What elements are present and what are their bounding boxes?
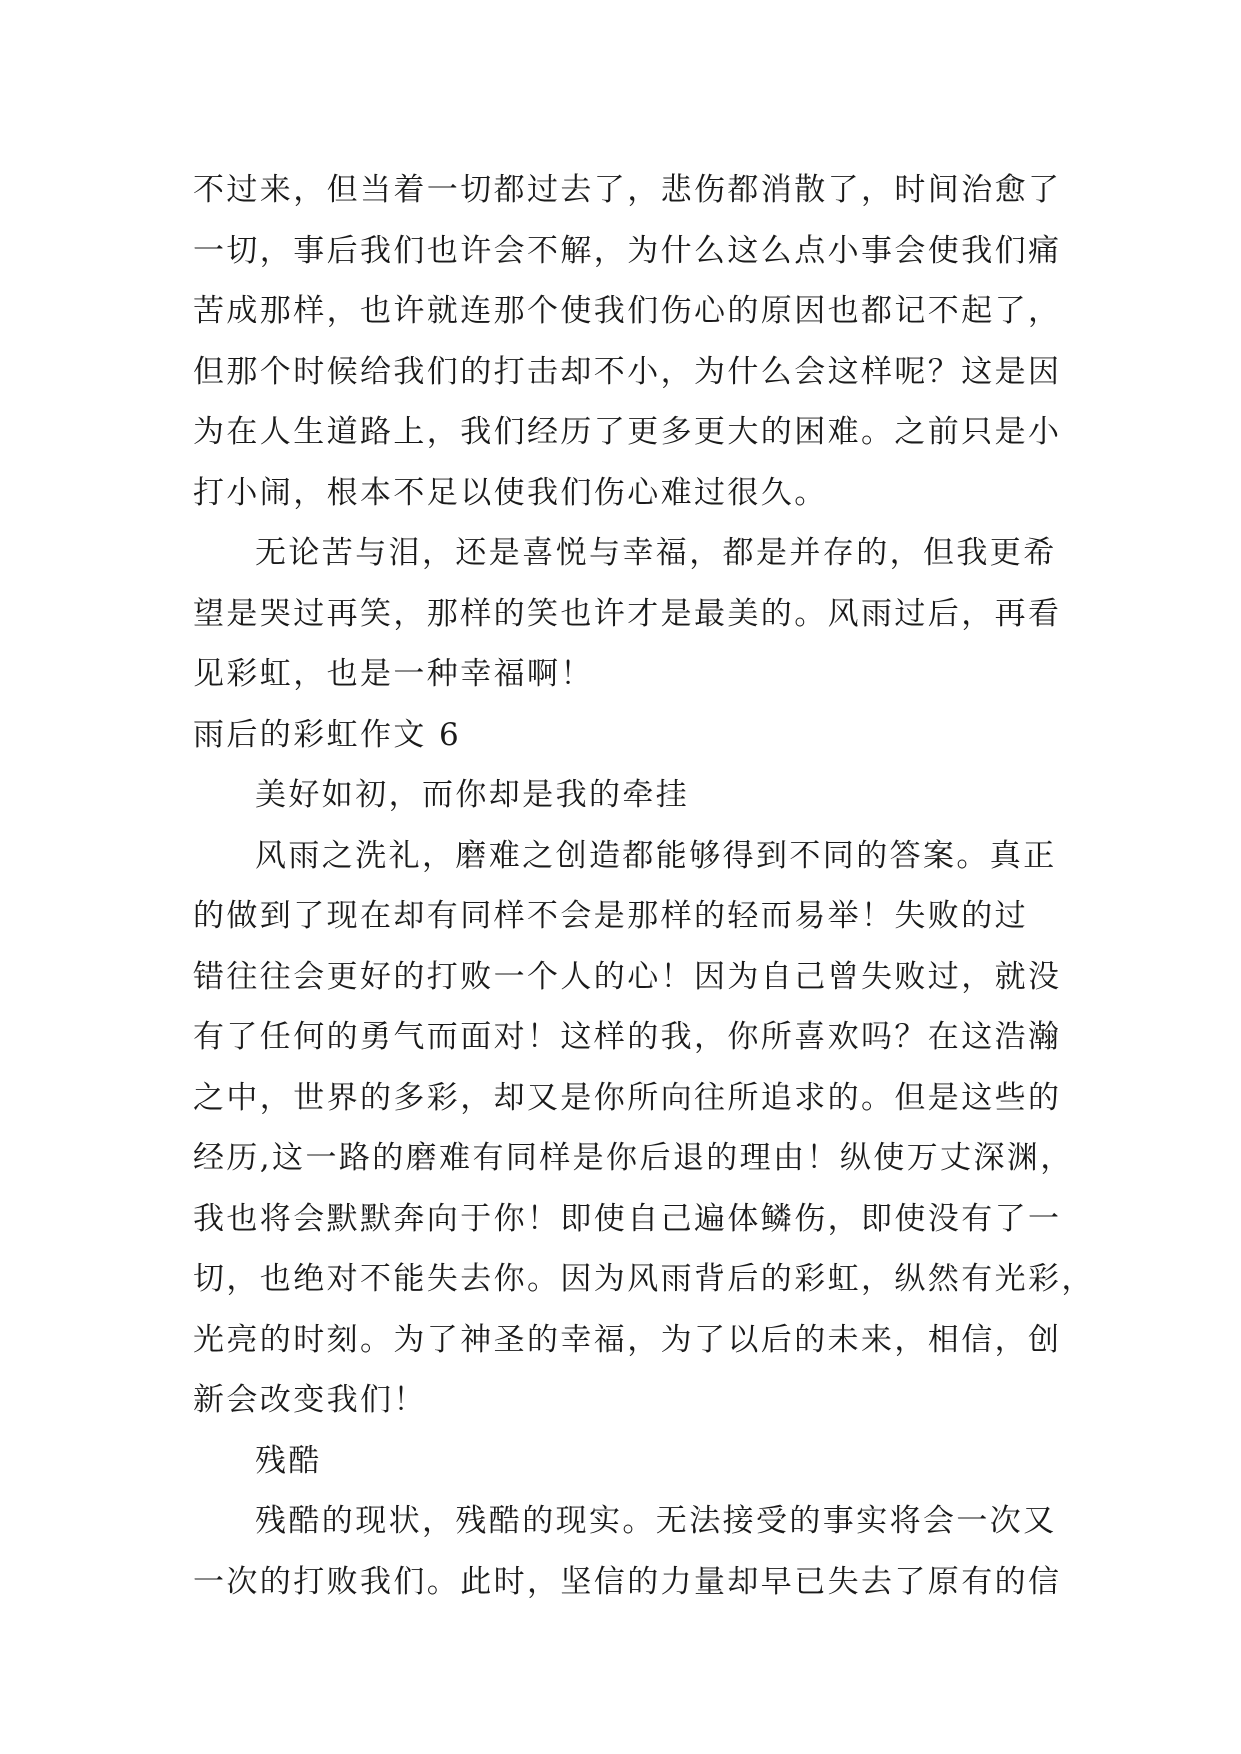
text-line: 之中，世界的多彩，却又是你所向往所追求的。但是这些的: [193, 1079, 1062, 1116]
text-line: 一次的打败我们。此时，坚信的力量却早已失去了原有的信: [193, 1563, 1062, 1600]
subtitle-line: 美好如初，而你却是我的牵挂: [255, 777, 690, 813]
text-line: 打小闹，根本不足以使我们伤心难过很久。: [193, 474, 828, 511]
subheading-line: 残酷: [255, 1442, 322, 1479]
text-line: 光亮的时刻。为了神圣的幸福，为了以后的未来，相信，创: [193, 1321, 1062, 1358]
text-line: 不过来，但当着一切都过去了，悲伤都消散了，时间治愈了: [193, 172, 1062, 208]
text-line: 苦成那样，也许就连那个使我们伤心的原因也都记不起了，: [193, 293, 1062, 329]
section-heading: 雨后的彩虹作文 6: [193, 716, 462, 753]
text-line: 错往往会更好的打败一个人的心！因为自己曾失败过，就没: [193, 958, 1062, 995]
text-line: 但那个时候给我们的打击却不小，为什么会这样呢？这是因: [193, 353, 1062, 390]
text-line: 一切，事后我们也许会不解，为什么这么点小事会使我们痛: [193, 232, 1062, 269]
text-line: 有了任何的勇气而面对！这样的我，你所喜欢吗？在这浩瀚: [193, 1019, 1062, 1055]
text-line: 我也将会默默奔向于你！即使自己遍体鳞伤，即使没有了一: [193, 1200, 1062, 1237]
paragraph-start: 残酷的现状，残酷的现实。无法接受的事实将会一次又: [255, 1503, 1057, 1539]
text-line: 新会改变我们！: [193, 1382, 427, 1418]
paragraph-start: 风雨之洗礼，磨难之创造都能够得到不同的答案。真正: [255, 837, 1057, 874]
paragraph-start: 无论苦与泪，还是喜悦与幸福，都是并存的，但我更希: [255, 535, 1057, 571]
document-body: [193, 160, 1093, 1612]
text-line: 经历,这一路的磨难有同样是你后退的理由！纵使万丈深渊，: [193, 1140, 1074, 1176]
text-line: 切，也绝对不能失去你。因为风雨背后的彩虹，纵然有光彩，: [193, 1261, 1095, 1297]
text-line: 为在人生道路上，我们经历了更多更大的困难。之前只是小: [193, 414, 1062, 450]
text-line: 的做到了现在却有同样不会是那样的轻而易举！失败的过: [193, 898, 1028, 934]
text-line: 见彩虹，也是一种幸福啊！: [193, 656, 594, 692]
text-line: 望是哭过再笑，那样的笑也许才是最美的。风雨过后，再看: [193, 595, 1062, 632]
